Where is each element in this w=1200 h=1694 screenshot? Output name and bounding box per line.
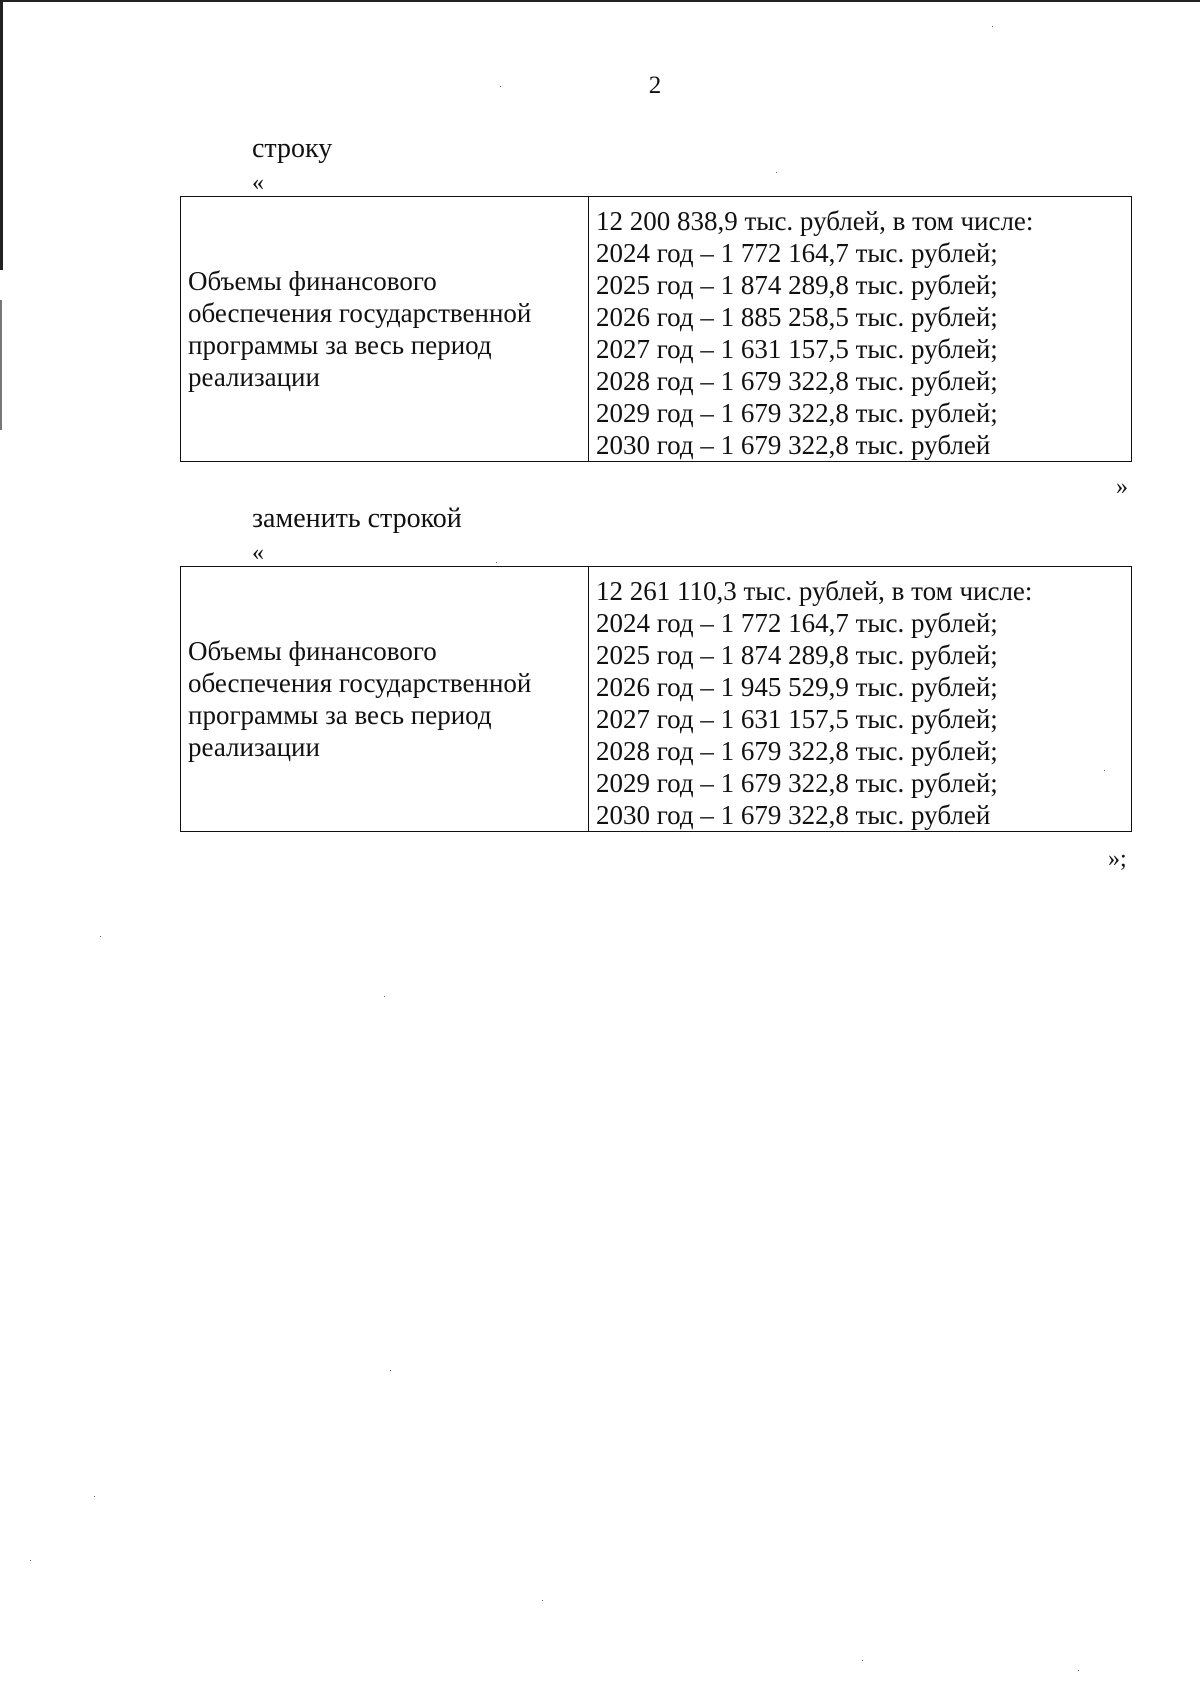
scan-speck <box>496 562 497 563</box>
close-quote-after: »; <box>1108 846 1127 872</box>
scan-edge-top <box>0 0 1200 2</box>
financing-table-before <box>180 196 1132 462</box>
value-line-2029: 2029 год – 1 679 322,8 тыс. рублей; <box>596 398 998 428</box>
open-quote-after: « <box>252 540 264 566</box>
scan-speck <box>100 936 101 937</box>
scan-speck <box>542 1600 543 1601</box>
value-line-2026: 2026 год – 1 945 529,9 тыс. рублей; <box>596 672 998 702</box>
label-line: программы за весь период <box>188 700 492 730</box>
value-line-2024: 2024 год – 1 772 164,7 тыс. рублей; <box>596 238 998 268</box>
scan-speck <box>30 1560 31 1561</box>
value-line-2028: 2028 год – 1 679 322,8 тыс. рублей; <box>596 366 998 396</box>
value-line-2025: 2025 год – 1 874 289,8 тыс. рублей; <box>596 640 998 670</box>
label-cell-before <box>181 197 589 462</box>
scan-speck <box>1104 770 1105 771</box>
page-number: 2 <box>648 72 662 99</box>
value-line-2030: 2030 год – 1 679 322,8 тыс. рублей <box>596 800 991 830</box>
value-line-2024: 2024 год – 1 772 164,7 тыс. рублей; <box>596 608 998 638</box>
value-line-2027: 2027 год – 1 631 157,5 тыс. рублей; <box>596 334 998 364</box>
scan-speck <box>384 996 385 997</box>
label-line: Объемы финансового <box>188 636 437 666</box>
scan-edge-left <box>0 0 3 270</box>
value-line-2028: 2028 год – 1 679 322,8 тыс. рублей; <box>596 736 998 766</box>
scan-edge-left-lower <box>0 300 2 430</box>
scan-speck <box>94 1496 95 1497</box>
value-line-2027: 2027 год – 1 631 157,5 тыс. рублей; <box>596 704 998 734</box>
value-line-total: 12 261 110,3 тыс. рублей, в том числе: <box>596 576 1033 606</box>
scan-speck <box>500 86 501 87</box>
close-quote-before: » <box>1116 474 1128 500</box>
value-line-2030: 2030 год – 1 679 322,8 тыс. рублей <box>596 430 991 460</box>
value-line-2025: 2025 год – 1 874 289,8 тыс. рублей; <box>596 270 998 300</box>
financing-table-after <box>180 566 1132 832</box>
value-line-2029: 2029 год – 1 679 322,8 тыс. рублей; <box>596 768 998 798</box>
table-row <box>181 567 1132 832</box>
value-line-total: 12 200 838,9 тыс. рублей, в том числе: <box>596 206 1034 236</box>
open-quote-before: « <box>252 170 264 196</box>
caption-after: заменить строкой <box>252 503 462 534</box>
scan-speck <box>862 1660 863 1661</box>
label-line: реализации <box>188 732 320 762</box>
scan-speck <box>992 26 993 27</box>
scan-speck <box>1078 1670 1079 1671</box>
label-line: реализации <box>188 362 320 392</box>
label-line: обеспечения государственной <box>188 668 532 698</box>
values-cell-before <box>589 197 1132 462</box>
scan-speck <box>390 1370 391 1371</box>
label-line: Объемы финансового <box>188 266 437 296</box>
caption-before: строку <box>252 133 333 164</box>
values-cell-after <box>589 567 1132 832</box>
label-line: программы за весь период <box>188 330 492 360</box>
label-line: обеспечения государственной <box>188 298 532 328</box>
value-line-2026: 2026 год – 1 885 258,5 тыс. рублей; <box>596 302 998 332</box>
scan-speck <box>776 172 777 173</box>
label-cell-after <box>181 567 589 832</box>
table-row <box>181 197 1132 462</box>
